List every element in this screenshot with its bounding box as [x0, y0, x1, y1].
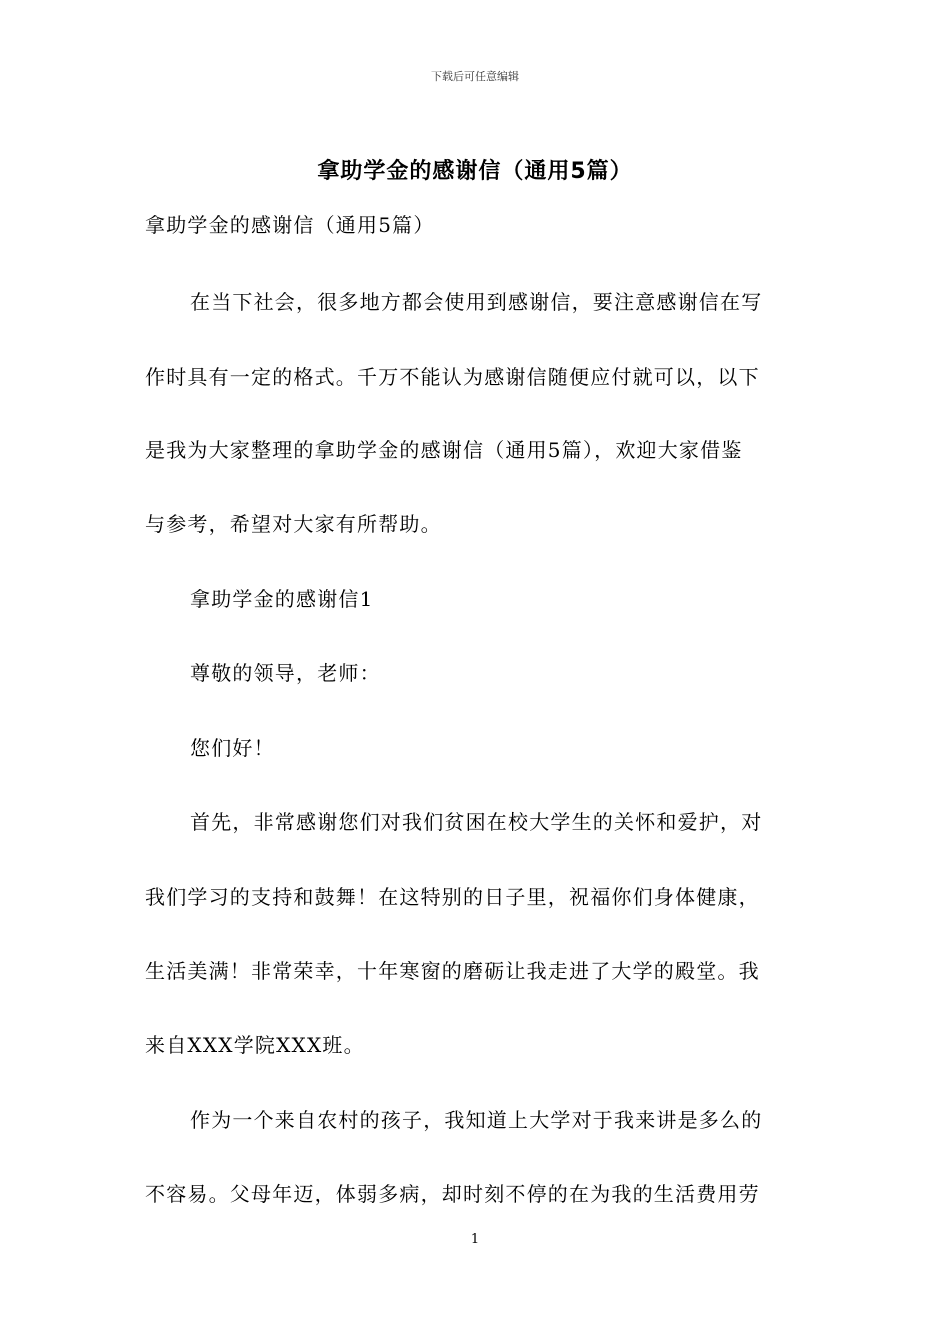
paragraph-line: 不容易。父母年迈，体弱多病，却时刻不停的在为我的生活费用劳: [145, 1182, 760, 1206]
paragraph-line: 作为一个来自农村的孩子，我知道上大学对于我来讲是多么的: [190, 1108, 763, 1132]
document-subtitle: 拿助学金的感谢信（通用5篇）: [145, 213, 435, 237]
salutation: 尊敬的领导，老师：: [190, 661, 381, 685]
paragraph-line: 生活美满！非常荣幸，十年寒窗的磨砺让我走进了大学的殿堂。我: [145, 959, 760, 983]
greeting: 您们好！: [190, 736, 275, 760]
page-number: 1: [470, 1232, 480, 1247]
intro-line: 是我为大家整理的拿助学金的感谢信（通用5篇），欢迎大家借鉴: [145, 438, 743, 462]
intro-line: 作时具有一定的格式。千万不能认为感谢信随便应付就可以，以下: [145, 365, 760, 389]
paragraph-line: 我们学习的支持和鼓舞！在这特别的日子里，祝福你们身体健康，: [145, 885, 760, 909]
paragraph-line: 首先，非常感谢您们对我们贫困在校大学生的关怀和爱护，对: [190, 810, 763, 834]
section-heading: 拿助学金的感谢信1: [190, 587, 374, 611]
intro-line: 在当下社会，很多地方都会使用到感谢信，要注意感谢信在写: [190, 290, 763, 314]
intro-line: 与参考，希望对大家有所帮助。: [145, 512, 442, 536]
page-header-note: 下载后可任意编辑: [431, 70, 519, 83]
document-title: 拿助学金的感谢信（通用5篇）: [317, 159, 633, 184]
paragraph-line: 来自XXX学院XXX班。: [145, 1033, 365, 1057]
